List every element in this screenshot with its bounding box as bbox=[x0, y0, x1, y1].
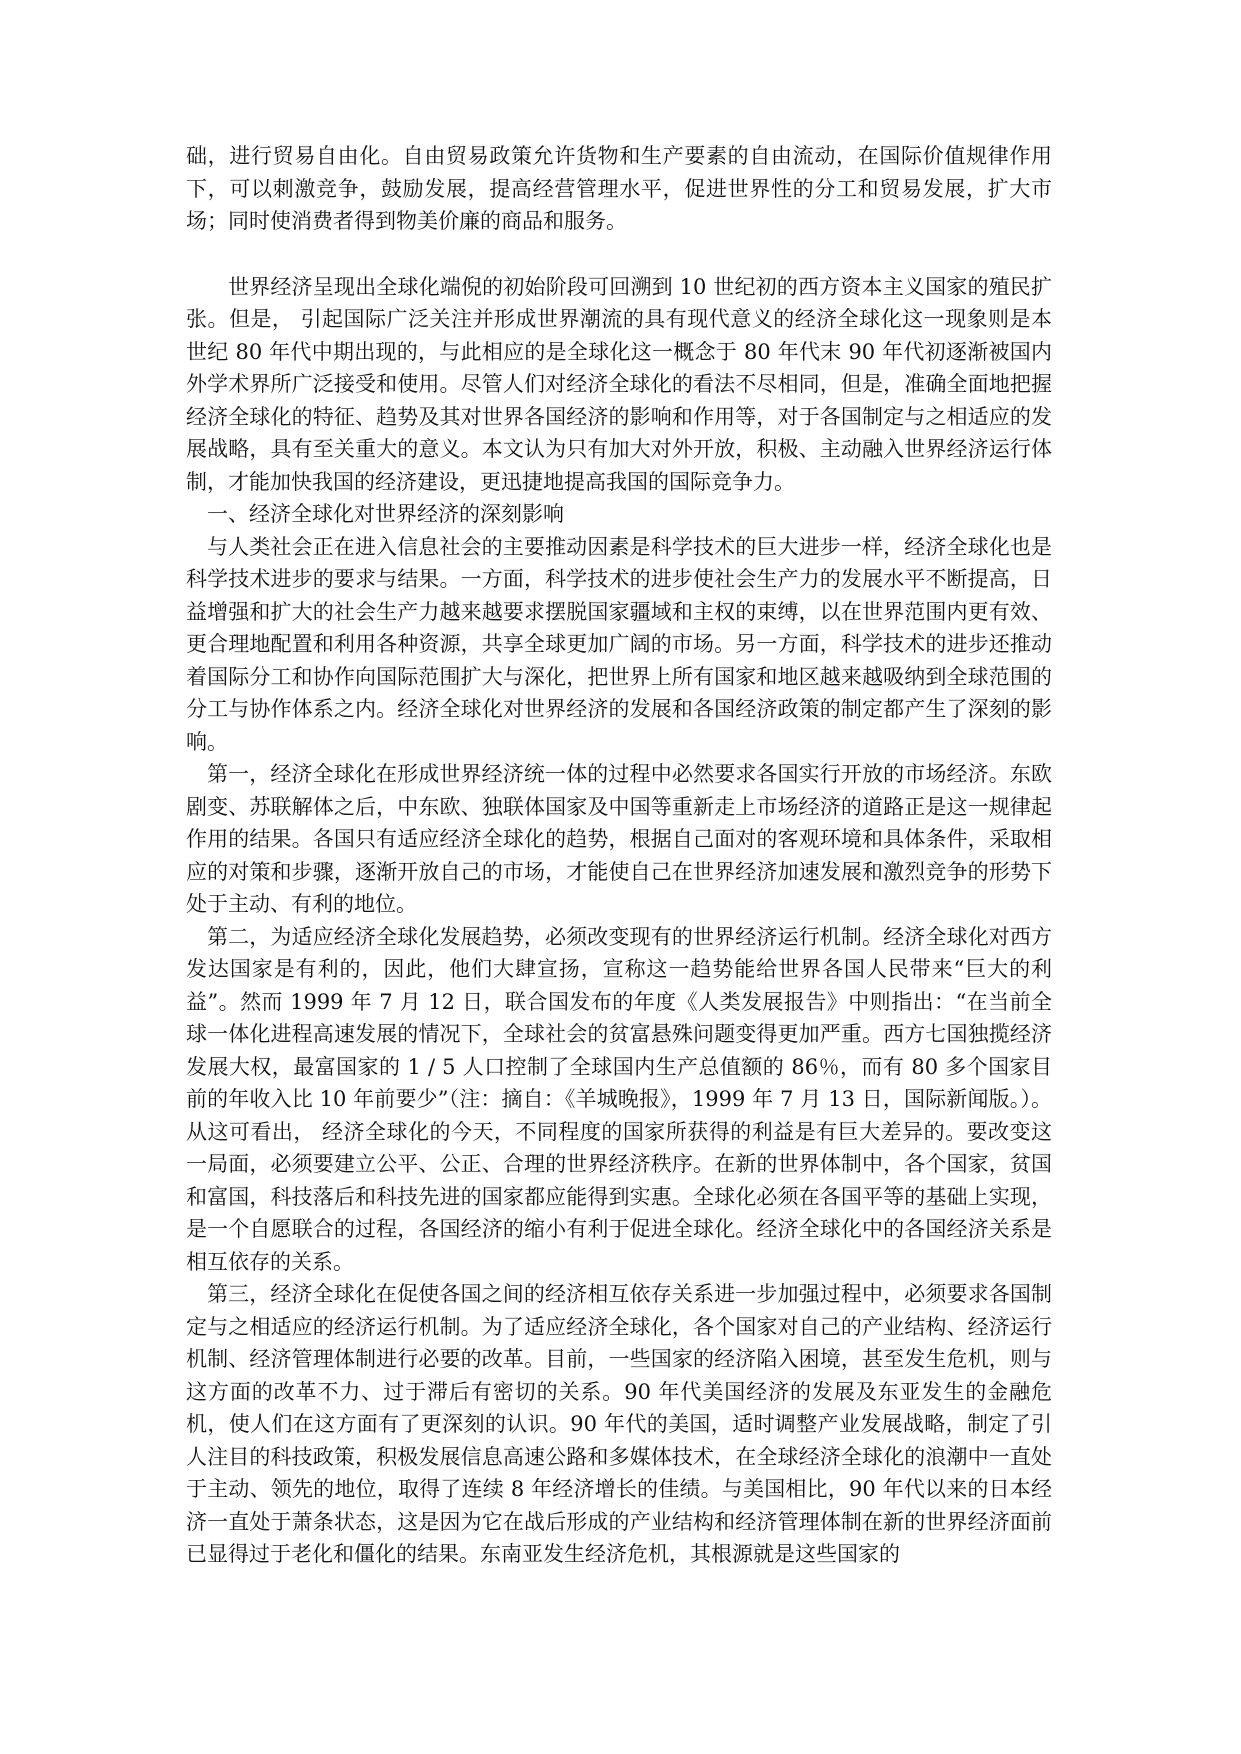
paragraph-third-point: 第三，经济全球化在促使各国之间的经济相互依存关系进一步加强过程中，必须要求各国制定与之相适应的经济运行机制。为了适应经济全球化，各个国家对自己的产业结构、经济运行机制、经济管理体制进行必要的改革。目前，一些国家的经济陷入困境，甚至发生危机，则与这方面的改革不力、过于滞后有密切的关系。90 年代美国经济的发展及东亚发生的金融危机，使人们在这方面有了更深刻的认识。90 年代的美国，适时调整产业发展战略，制定了引人注目的科技政策，积极发展信息高速公路和多媒体技术，在全球经济全球化的浪潮中一直处于主动、领先的地位，取得了连续 8 年经济增长的佳绩。与美国相比，90 年代以来的日本经济一直处于萧条状态，这是因为它在战后形成的产业结构和经济管理体制在新的世界经济面前已显得过于老化和僵化的结果。东南亚发生经济危机，其根源就是这些国家的 bbox=[186, 1282, 1052, 1566]
document-page bbox=[186, 140, 1052, 1640]
paragraph-intro: 世界经济呈现出全球化端倪的初始阶段可回溯到 10 世纪初的西方资本主义国家的殖民扩张。但是， 引起国际广泛关注并形成世界潮流的具有现代意义的经济全球化这一现象则是本世纪 80 年代中期出现的，与此相应的是全球化这一概念于 80 年代末 90 年代初逐渐被国内外学术界所广泛接受和使用。尽管人们对经济全球化的看法不尽相同，但是，准确全面地把握经济全球化的特征、趋势及其对世界各国经济的影响和作用等，对于各国制定与之相适应的发展战略，具有至关重大的意义。本文认为只有加大对外开放，积极、主动融入世界经济运行体制，才能加快我国的经济建设，更迅捷地提高我国的国际竞争力。 bbox=[186, 274, 1052, 494]
paragraph-first-point: 第一，经济全球化在形成世界经济统一体的过程中必然要求各国实行开放的市场经济。东欧剧变、苏联解体之后，中东欧、独联体国家及中国等重新走上市场经济的道路正是这一规律起作用的结果。各国只有适应经济全球化的趋势，根据自己面对的客观环境和具体条件，采取相应的对策和步骤，逐渐开放自己的市场，才能使自己在世界经济加速发展和激烈竞争的形势下处于主动、有利的地位。 bbox=[186, 762, 1052, 916]
paragraph-gap bbox=[186, 238, 1052, 271]
paragraph-science-tech: 与人类社会正在进入信息社会的主要推动因素是科学技术的巨大进步一样，经济全球化也是科学技术进步的要求与结果。一方面，科学技术的进步使社会生产力的发展水平不断提高，日益增强和扩大的社会生产力越来越要求摆脱国家疆域和主权的束缚，以在世界范围内更有效、更合理地配置和利用各种资源，共享全球更加广阔的市场。另一方面，科学技术的进步还推动着国际分工和协作向国际范围扩大与深化，把世界上所有国家和地区越来越吸纳到全球范围的分工与协作体系之内。经济全球化对世界经济的发展和各国经济政策的制定都产生了深刻的影响。 bbox=[186, 534, 1052, 754]
section-heading: 一、经济全球化对世界经济的深刻影响 bbox=[207, 502, 564, 526]
paragraph-continuation: 础，进行贸易自由化。自由贸易政策允许货物和生产要素的自由流动，在国际价值规律作用下，可以刺激竞争，鼓励发展，提高经营管理水平，促进世界性的分工和贸易发展，扩大市场；同时使消费者得到物美价廉的商品和服务。 bbox=[186, 144, 1052, 233]
paragraph-second-point: 第二，为适应经济全球化发展趋势，必须改变现有的世界经济运行机制。经济全球化对西方发达国家是有利的，因此，他们大肆宣扬，宣称这一趋势能给世界各国人民带来“巨大的利益”。然而 1999 年 7 月 12 日，联合国发布的年度《人类发展报告》中则指出：“在当前全球一体化进程高速发展的情况下，全球社会的贫富悬殊问题变得更加严重。西方七国独揽经济发展大权，最富国家的 1 / 5 人口控制了全球国内生产总值额的 86％，而有 80 多个国家目前的年收入比 10 年前要少”（注：摘自：《羊城晚报》，1999 年 7 月 13 日，国际新闻版。）。从这可看出， 经济全球化的今天，不同程度的国家所获得的利益是有巨大差异的。要改变这一局面，必须要建立公平、公正、合理的世界经济秩序。在新的世界体制中，各个国家，贫国和富国，科技落后和科技先进的国家都应能得到实惠。全球化必须在各国平等的基础上实现，是一个自愿联合的过程，各国经济的缩小有利于促进全球化。经济全球化中的各国经济关系是相互依存的关系。 bbox=[186, 924, 1052, 1274]
